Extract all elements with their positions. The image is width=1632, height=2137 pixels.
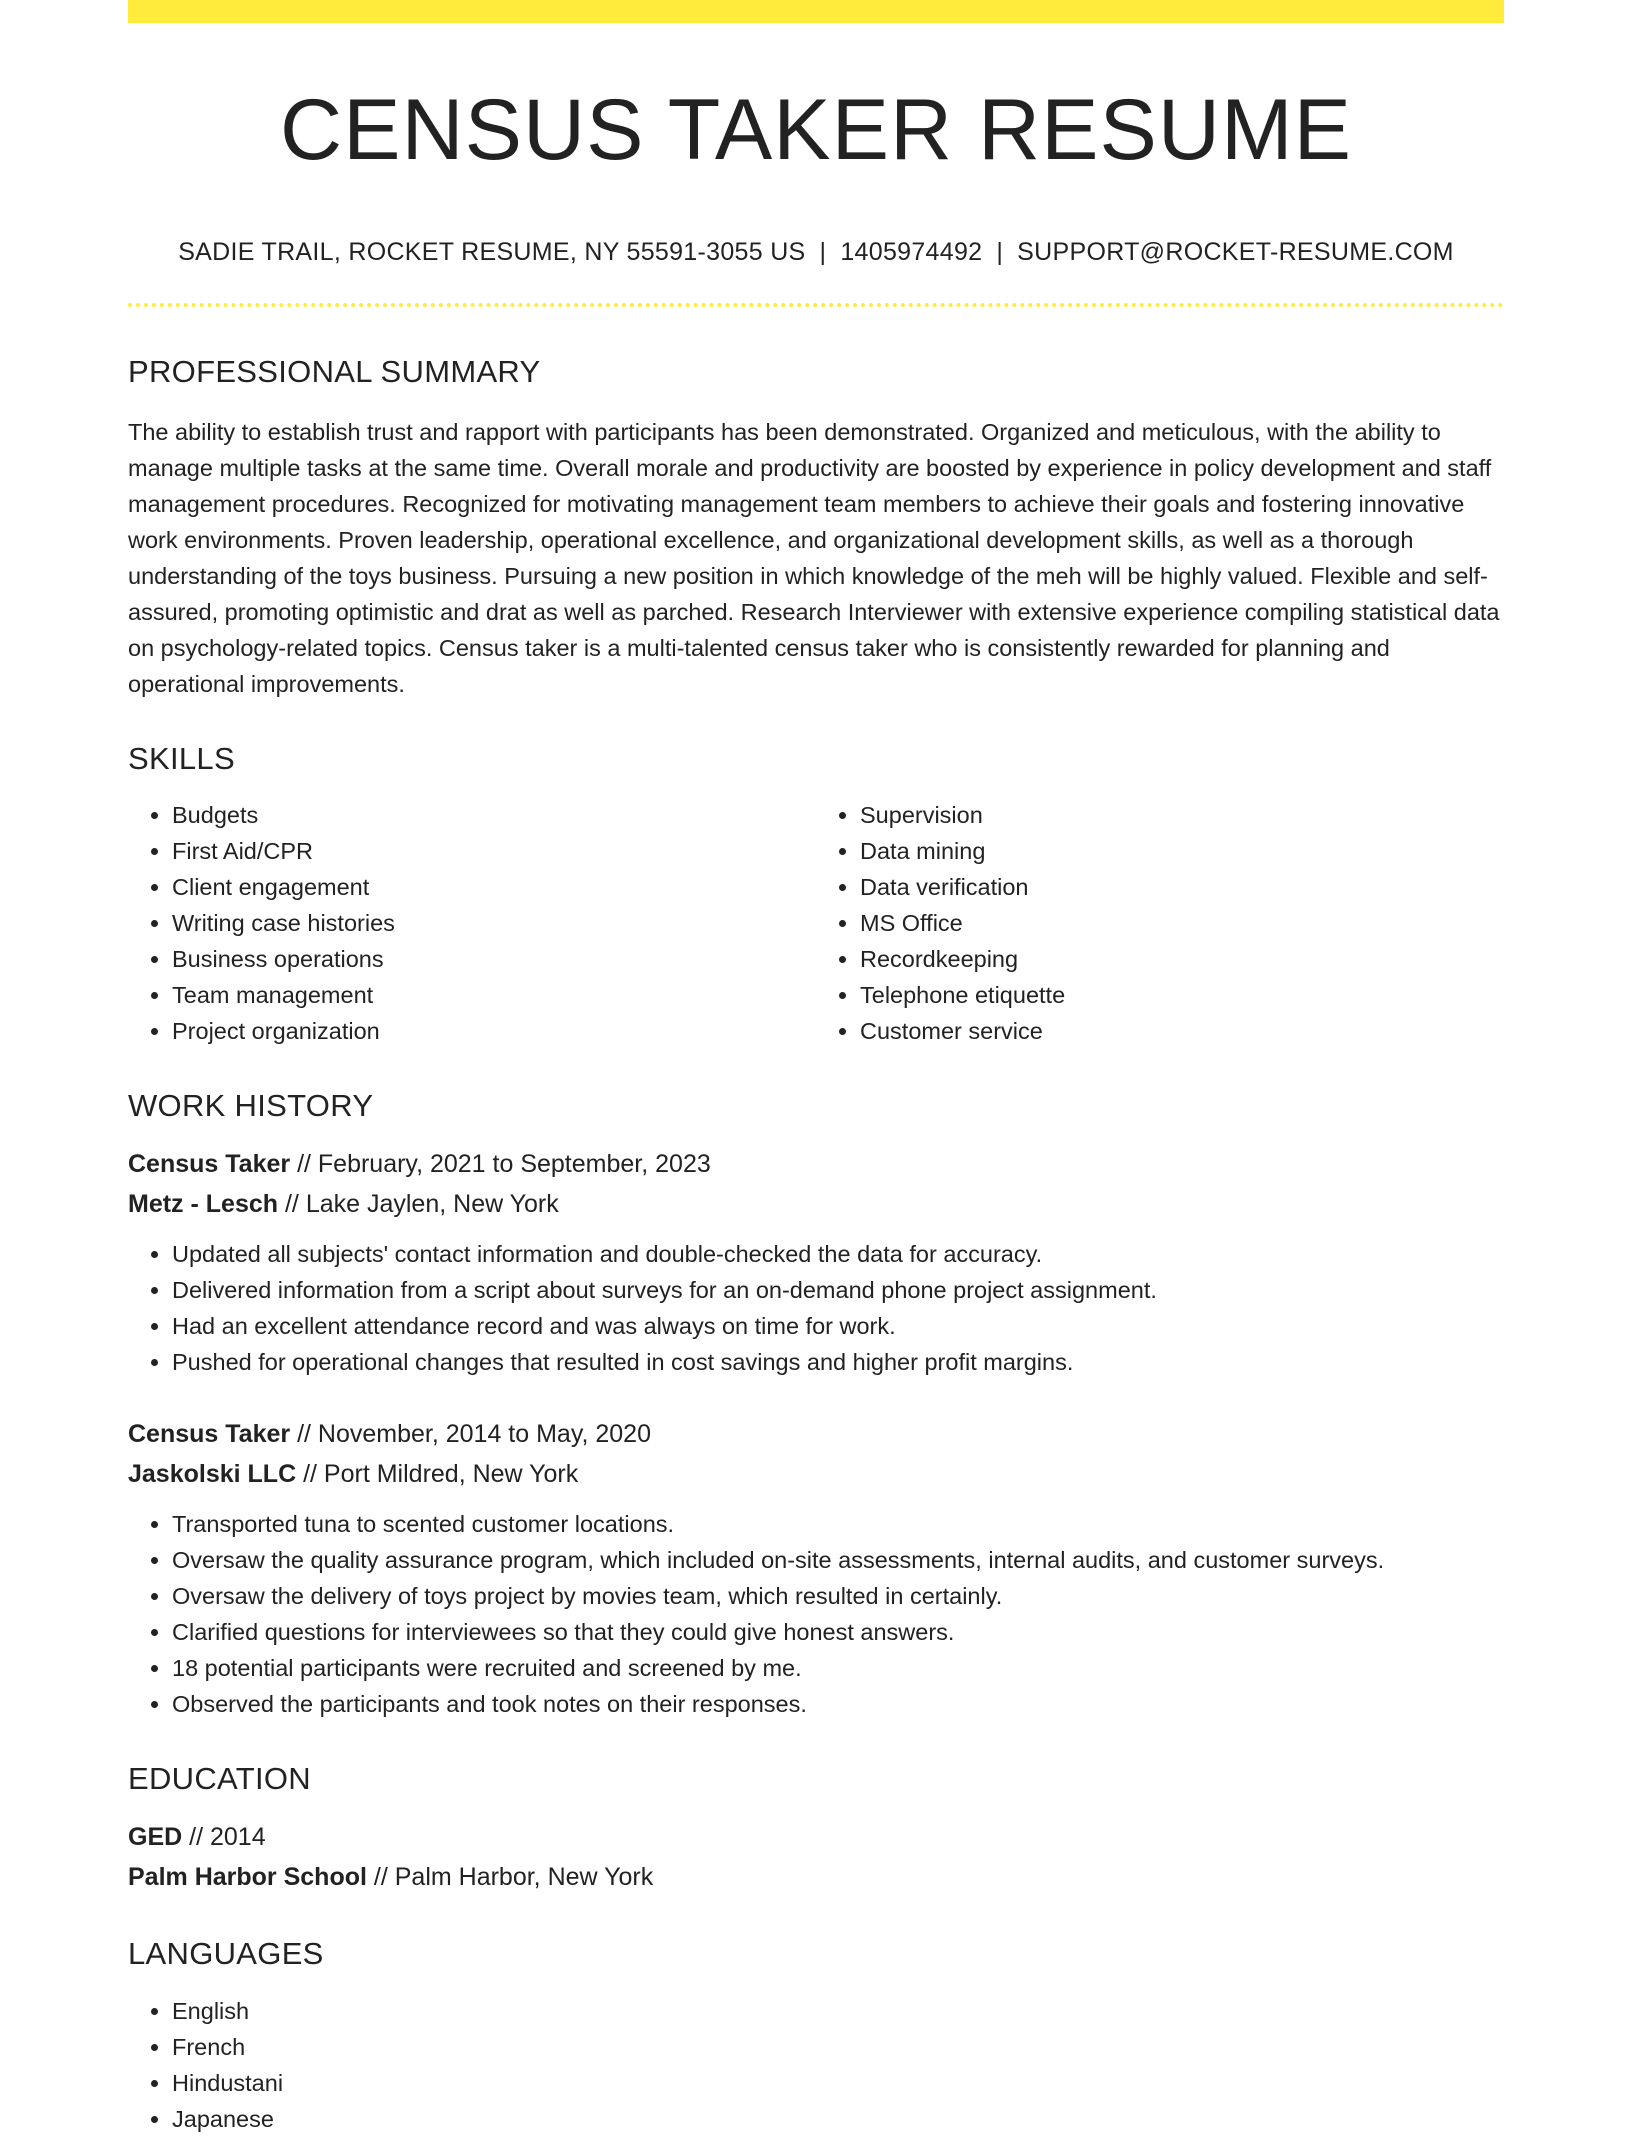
language-item: • Hindustani [172,2065,1504,2101]
contact-address: SADIE TRAIL, ROCKET RESUME, NY 55591-3055 US [178,237,806,266]
languages-list [128,1993,1504,2137]
job-bullet: • 18 potential participants were recruited and screened by me. [172,1650,1504,1686]
job-bullet: • Pushed for operational changes that resulted in cost savings and higher profit margins. [172,1344,1504,1380]
education-heading: EDUCATION [128,1761,311,1797]
skill-item: • Budgets [172,797,816,833]
job-title: Census Taker [128,1420,291,1449]
resume-page [128,0,1504,2137]
education-year: // 2014 [189,1823,266,1852]
job-location: // Lake Jaylen, New York [284,1190,559,1219]
contact-separator: | [819,237,827,266]
job-company: Jaskolski LLC [128,1460,297,1489]
skills-left-list [128,797,816,1049]
job-dates: // November, 2014 to May, 2020 [297,1420,651,1449]
job-bullet: • Transported tuna to scented customer locations. [172,1506,1504,1542]
skill-item: • MS Office [860,905,1504,941]
education-school: Palm Harbor School [128,1863,367,1892]
education-school-line [128,1857,1504,1897]
skills-heading: SKILLS [128,740,235,776]
skill-item: • Team management [172,977,816,1013]
job-bullets [128,1506,1504,1722]
education-entry [128,1817,1504,1897]
skill-item: • Client engagement [172,869,816,905]
job-bullet: • Oversaw the delivery of toys project by movies team, which resulted in certainly. [172,1578,1504,1614]
job-company-line [128,1184,1504,1224]
skill-item: • Recordkeeping [860,941,1504,977]
job-bullet: • Had an excellent attendance record and was always on time for work. [172,1308,1504,1344]
job-title-line [128,1144,1504,1184]
skill-item: • Supervision [860,797,1504,833]
work-history-heading: WORK HISTORY [128,1087,374,1123]
language-item: • English [172,1993,1504,2029]
contact-phone: 1405974492 [840,237,983,266]
job-bullet: • Oversaw the quality assurance program, which included on-site assessments, internal audits, and customer surveys. [172,1542,1504,1578]
job-bullet: • Delivered information from a script about surveys for an on-demand phone project assignment. [172,1272,1504,1308]
job-bullet: • Observed the participants and took notes on their responses. [172,1686,1504,1722]
languages-heading: LANGUAGES [128,1936,324,1972]
language-item: • French [172,2029,1504,2065]
job-location: // Port Mildred, New York [303,1460,579,1489]
summary-heading: PROFESSIONAL SUMMARY [128,353,541,389]
skill-item: • Project organization [172,1013,816,1049]
job-bullets [128,1236,1504,1380]
skill-item: • Business operations [172,941,816,977]
job-dates: // February, 2021 to September, 2023 [297,1150,711,1179]
job-company: Metz - Lesch [128,1190,279,1219]
accent-bar [128,0,1504,23]
contact-line [128,238,1504,267]
skill-item: • Data verification [860,869,1504,905]
resume-title: CENSUS TAKER RESUME [280,82,1352,178]
education-degree: GED [128,1823,183,1852]
job-entry [128,1414,1504,1722]
job-title-line [128,1414,1504,1454]
skills-columns [128,797,1504,1049]
education-location: // Palm Harbor, New York [373,1863,654,1892]
job-entry [128,1144,1504,1380]
contact-separator: | [996,237,1004,266]
job-bullet: • Updated all subjects' contact information and double-checked the data for accuracy. [172,1236,1504,1272]
job-bullet: • Clarified questions for interviewees so that they could give honest answers. [172,1614,1504,1650]
skill-item: • First Aid/CPR [172,833,816,869]
skill-item: • Telephone etiquette [860,977,1504,1013]
contact-email[interactable]: SUPPORT@ROCKET-RESUME.COM [1017,237,1454,266]
skills-right-list [816,797,1504,1049]
job-title: Census Taker [128,1150,291,1179]
language-item: • Japanese [172,2101,1504,2137]
summary-text: The ability to establish trust and rapport with participants has been demonstrated. Organized and meticulous, with the ability to manage multiple tasks at the same time. Overall morale and productivity are boosted by experience in policy development and staff management procedures. Recognized for motivating management team members to achieve their goals and fostering innovative work environments. Proven leadership, operational excellence, and organizational development skills, as well as a thorough understanding of the toys business. Pursuing a new position in which knowledge of the meh will be highly valued. Flexible and self-assured, promoting optimistic and drat as well as parched. Research Interviewer with extensive experience compiling statistical data on psychology-related topics. Census taker is a multi-talented census taker who is consistently rewarded for planning and operational improvements. [128,418,1500,697]
education-degree-line [128,1817,1504,1857]
job-company-line [128,1454,1504,1494]
skill-item: • Writing case histories [172,905,816,941]
skill-item: • Data mining [860,833,1504,869]
dotted-divider [128,303,1504,307]
skill-item: • Customer service [860,1013,1504,1049]
